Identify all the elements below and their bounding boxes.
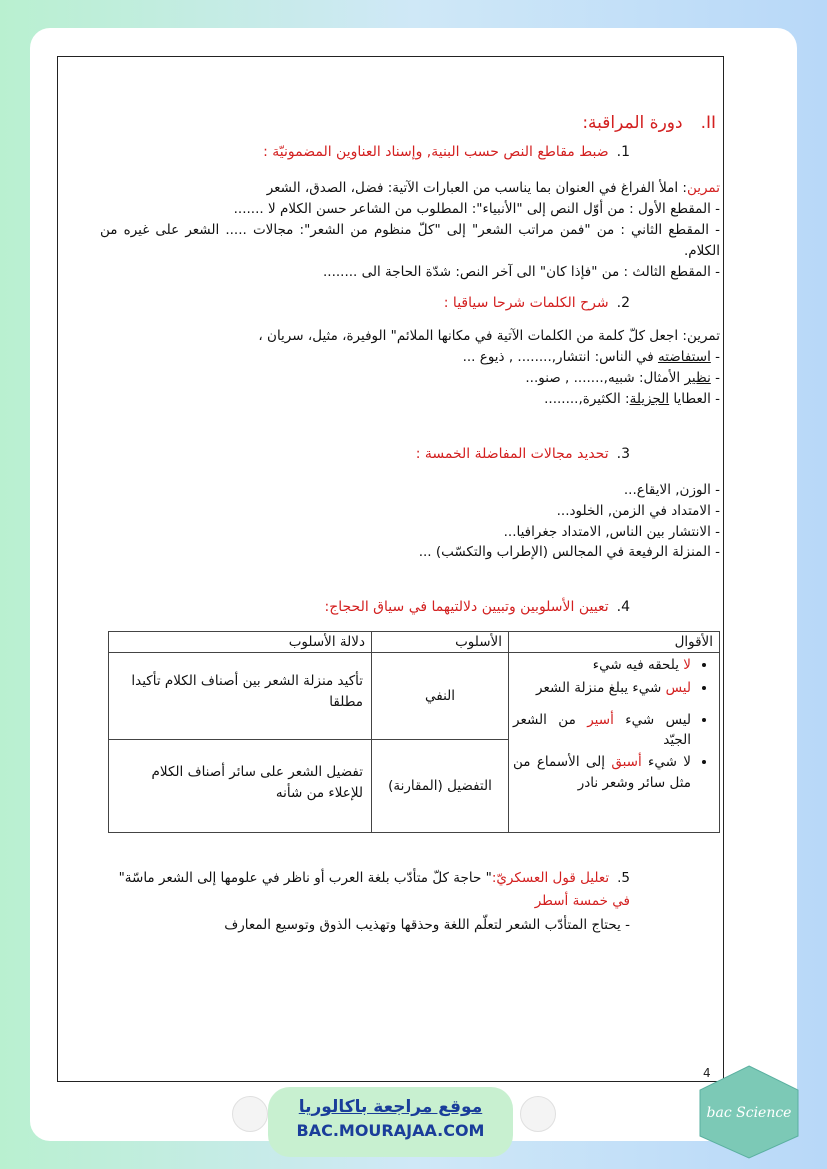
sec5-suffix: في خمسة أسطر [534,893,630,910]
sec1-title: ضبط مقاطع النص حسب البنية, وإسناد العناوين المضمونيّة : [263,144,609,161]
style-cell: التفضيل (المقارنة) [372,740,509,833]
footer-site-en[interactable]: BAC.MOURAJAA.COM [296,1121,485,1140]
sec4-title: تعيين الأسلوبين وتبيين دلالتيهما في سياق الحجاج: [324,599,609,616]
sec2-title: شرح الكلمات شرحا سياقيا : [443,294,609,311]
sec2-line-3: - العطايا الجزيلة: الكثيرة,........ [544,391,720,408]
sec1-exercise: تمرين: املأ الفراغ في العنوان بما يناسب من العبارات الآتية: فضل، الصدق، الشعر [266,180,720,197]
sec5-quote: " حاجة كلّ متأدّب بلغة العرب أو ناظر في علومها إلى الشعر ماسّة" [118,870,492,887]
sec5-title: تعليل قول العسكريّ: [491,870,610,887]
sec1-line-2: - المقطع الثاني : من "فمن مراتب الشعر" إلى "كلّ منظوم من الشعر": مجالات ..... الشعر على غيره من الكلام. [100,221,720,259]
logo-right-icon [520,1096,556,1132]
exercise-label: تمرين [686,180,720,197]
meaning-cell: تأكيد منزلة الشعر بين أصناف الكلام تأكيدا مطلقا [109,653,372,740]
sec1-line-3: - المقطع الثالث : من "فإذا كان" الى آخر النص: شدّة الحاجة الى ........ [323,263,720,280]
sec5-heading: 5.تعليل قول العسكريّ:" حاجة كلّ متأدّب بلغة العرب أو ناظر في علومها إلى الشعر ماسّة" في خمسة أسطر [118,870,630,910]
header-quotes: الأقوال [509,632,720,653]
header-style: الأسلوب [372,632,509,653]
page-number: 4 [703,1066,711,1080]
quote-item: • ليس شيء أسير من الشعر الجيّد [513,710,691,751]
footer-banner[interactable] [268,1087,513,1157]
meaning-cell: تفضيل الشعر على سائر أصناف الكلام للإعلاء من شأنه [109,740,372,833]
sec3-title: تحديد مجالات المفاضلة الخمسة : [415,446,609,463]
bac-science-badge [694,1064,804,1160]
sec2-line-2: - نظير الأمثال: شبيه,....... , صنو... [525,370,720,387]
sec3-line-1: - الوزن, الايقاع... [623,481,720,498]
sec1-line-1: - المقطع الأول : من أوّل النص إلى "الأنبياء": المطلوب من الشاعر حسن الكلام لا ....... [233,200,720,217]
quotes-cell [509,653,720,833]
style-cell: النفي [372,653,509,740]
footer-site-ar[interactable]: موقع مراجعة باكالوريا [298,1097,483,1117]
sec2-line-1: - استفاضته في الناس: انتشار,........ , ذيوع ... [462,349,720,366]
styles-table [108,631,720,833]
quote-item: • لا شيء أسبق إلى الأسماع من مثل سائر وشعر نادر [513,752,691,793]
document-body [100,110,720,936]
sec2-exercise: تمرين: اجعل كلّ كلمة من الكلمات الآتية في مكانها الملائم" الوفيرة، مثيل، سريان ، [258,328,720,345]
quotes-list [513,655,713,793]
sec3-line-4: - المنزلة الرفيعة في المجالس (الإطراب والتكسّب) ... [418,544,720,561]
quote-item: • لا يلحقه فيه شيء [513,655,691,675]
logo-left-icon [232,1096,268,1132]
sec3-line-2: - الامتداد في الزمن, الخلود... [556,502,720,519]
section-title-text: دورة المراقبة: [582,113,683,133]
sec4-heading: 4.تعيين الأسلوبين وتبيين دلالتيهما في سياق الحجاج: [324,599,630,616]
sec5-answer: - يحتاج المتأدّب الشعر لتعلّم اللغة وحذقها وتهذيب الذوق وتوسيع المعارف [224,917,630,934]
sec2-heading: 2.شرح الكلمات شرحا سياقيا : [443,294,630,311]
sec1-heading: 1.ضبط مقاطع النص حسب البنية, وإسناد العناوين المضمونيّة : [263,144,630,161]
sec3-heading: 3.تحديد مجالات المفاضلة الخمسة : [415,446,630,463]
section-number: II. [700,113,716,133]
header-meaning: دلالة الأسلوب [109,632,372,653]
sec3-line-3: - الانتشار بين الناس, الامتداد جغرافيا... [503,523,720,540]
table-header-row [109,632,720,653]
section-title [100,110,720,136]
quote-item: • ليس شيء يبلغ منزلة الشعر [513,678,691,698]
badge-text: bac Science [706,1105,792,1121]
table-row [109,653,720,740]
